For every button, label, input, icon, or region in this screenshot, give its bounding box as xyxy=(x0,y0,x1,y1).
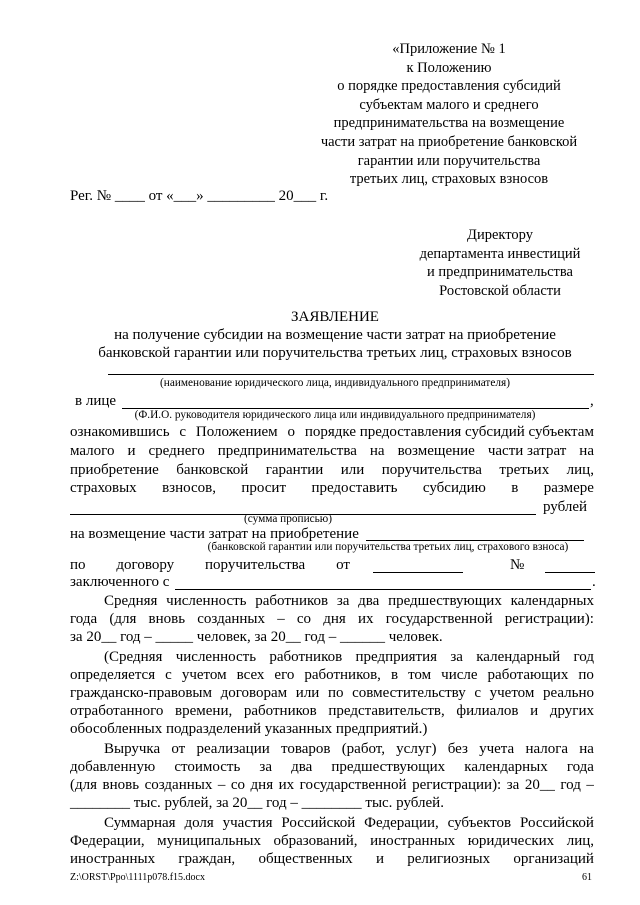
word: регистрации): xyxy=(412,777,502,793)
word: на xyxy=(369,443,385,459)
word: предшествующих xyxy=(388,593,502,609)
word: учета xyxy=(479,741,515,757)
word: за xyxy=(259,759,272,775)
registration-line: Рег. № ____ от «___» _________ 20___ г. xyxy=(70,188,329,204)
word: гражданско-правовым xyxy=(70,685,212,701)
appendix-line: к Положению xyxy=(406,59,492,76)
word: (для xyxy=(70,777,98,793)
word: Федерации, xyxy=(364,815,439,831)
word: о xyxy=(287,424,296,440)
word: Средняя xyxy=(104,593,158,609)
word: численность xyxy=(175,649,257,665)
word: на xyxy=(579,741,594,757)
word: учетом xyxy=(489,685,535,701)
word: Выручка xyxy=(104,741,161,757)
word: и xyxy=(375,851,384,867)
word: за xyxy=(450,649,463,665)
appendix-line: гарантии или поручительства xyxy=(357,152,541,169)
word: регистрации): xyxy=(504,611,594,627)
word: его xyxy=(274,667,295,683)
word: их xyxy=(357,611,374,627)
word: года xyxy=(566,759,594,775)
paragraph-line xyxy=(70,479,594,497)
word: – xyxy=(586,777,594,793)
word: гарантии xyxy=(265,462,324,478)
entity-name-blank[interactable] xyxy=(108,374,594,375)
appendix-line: субъектам малого и среднего xyxy=(359,96,539,113)
word: предшествующих xyxy=(331,759,446,775)
word: лиц, xyxy=(566,833,594,849)
staff-years-line: за 20__ год – _____ человек, за 20__ год – ______ человек. xyxy=(70,629,443,645)
word: предоставить xyxy=(311,480,398,496)
paragraph-line xyxy=(70,666,594,684)
word: стоимость xyxy=(174,759,241,775)
word: по xyxy=(327,685,344,701)
word: участия xyxy=(222,815,273,831)
word: государственной xyxy=(385,611,493,627)
word: юридических xyxy=(467,833,555,849)
paragraph-line xyxy=(104,814,594,832)
paragraph-line xyxy=(70,610,594,628)
word: Федерации, xyxy=(70,833,145,849)
word: части затрат xyxy=(487,443,567,459)
word: филиалов xyxy=(456,703,519,719)
word: реализации xyxy=(196,741,270,757)
word: банковской xyxy=(176,462,249,478)
word: по xyxy=(578,667,594,683)
paragraph-line xyxy=(70,832,594,850)
paragraph-line xyxy=(104,740,594,758)
word: дня xyxy=(323,611,346,627)
word: граждан, xyxy=(178,851,236,867)
word: работников xyxy=(255,593,329,609)
amount-words-caption: (сумма прописью) xyxy=(244,513,332,525)
word: Российской xyxy=(281,815,356,831)
word: со xyxy=(296,611,312,627)
word: Российской xyxy=(519,815,594,831)
appendix-line: о порядке предоставления субсидий xyxy=(337,78,561,95)
paragraph-line xyxy=(70,423,594,441)
word: третьих xyxy=(499,462,550,478)
paragraph-line xyxy=(70,850,594,868)
addressee-line: Директору xyxy=(467,227,533,243)
word: – xyxy=(217,777,226,793)
word: в xyxy=(390,667,399,683)
word: предпринимательства xyxy=(217,443,357,459)
word: созданных xyxy=(144,777,213,793)
word: среднего xyxy=(148,443,205,459)
word: или xyxy=(295,685,320,701)
word: просит xyxy=(241,480,287,496)
counterparty-blank[interactable] xyxy=(175,589,591,590)
paragraph-last-line: обособленных подразделений указанных предприятий.) xyxy=(70,721,428,737)
word: 20__ xyxy=(524,777,555,793)
head-name-caption: (Ф.И.О. руководителя юридического лица или индивидуального предпринимателя) xyxy=(134,409,536,421)
word: или xyxy=(340,462,365,478)
word: религиозных xyxy=(407,851,491,867)
appendix-header xyxy=(300,40,598,189)
word: Положением xyxy=(195,424,278,440)
title-subline: банковской гарантии или поручительства третьих лиц, страховых взносов xyxy=(98,345,572,361)
word: лиц, xyxy=(566,462,594,478)
contract-number-blank[interactable] xyxy=(545,572,595,573)
concluded-with-label: заключенного с xyxy=(70,574,170,590)
addressee-line: и предпринимательства xyxy=(427,264,573,281)
word: образований, xyxy=(273,833,358,849)
word: два xyxy=(291,759,313,775)
appendix-line: части затрат на приобретение банковской xyxy=(320,133,578,150)
footer-page-number: 61 xyxy=(582,872,592,883)
paragraph-line xyxy=(70,702,594,720)
word: других xyxy=(549,703,594,719)
word: приобретение xyxy=(70,462,159,478)
word: на xyxy=(579,443,594,459)
word: (Средняя xyxy=(104,649,163,665)
word: порядке предоставления субсидий субъектам xyxy=(304,424,594,440)
word: добавленную xyxy=(70,759,156,775)
footer-file-path: Z:\ORST\Ppo\1111p078.f15.docx xyxy=(70,872,205,883)
word: доля xyxy=(184,815,214,831)
word: учетом xyxy=(181,667,227,683)
word: созданных xyxy=(197,611,265,627)
word: со xyxy=(230,777,246,793)
word: страховых xyxy=(70,480,137,496)
appendix-line: предпринимательства на возмещение xyxy=(333,115,565,132)
word: вновь xyxy=(148,611,186,627)
word: с xyxy=(474,685,481,701)
paragraph-line xyxy=(104,592,594,610)
word: с xyxy=(179,424,187,440)
addressee-line: департамента инвестиций xyxy=(419,245,581,262)
word: работников xyxy=(269,649,343,665)
word: налога xyxy=(525,741,569,757)
number-sign: № xyxy=(510,557,525,573)
paragraph-line xyxy=(70,776,594,794)
word: муниципальных xyxy=(157,833,261,849)
paragraph-line xyxy=(70,461,594,479)
word: без xyxy=(447,741,468,757)
word: года xyxy=(70,611,98,627)
word: год xyxy=(573,649,594,665)
word: год xyxy=(560,777,581,793)
word: реально xyxy=(543,685,594,701)
word: (работ, xyxy=(341,741,385,757)
paragraph-line xyxy=(70,684,594,702)
word: общественных xyxy=(258,851,353,867)
word: возмещение xyxy=(397,443,475,459)
word: ознакомившись xyxy=(70,424,170,440)
word: Суммарная xyxy=(104,815,176,831)
word: взносов, xyxy=(162,480,216,496)
word: всех xyxy=(236,667,265,683)
word: работников, xyxy=(304,667,381,683)
compensation-label: на возмещение части затрат на приобретение xyxy=(70,526,359,542)
word: товаров xyxy=(280,741,331,757)
word: совместительству xyxy=(352,685,466,701)
word: численность xyxy=(166,593,247,609)
word: дня xyxy=(250,777,274,793)
word: с xyxy=(165,667,172,683)
title-subline: на получение субсидии на возмещение части затрат на приобретение xyxy=(114,327,556,343)
word: два xyxy=(358,593,380,609)
word: услуг) xyxy=(396,741,437,757)
word: календарный xyxy=(476,649,561,665)
word: числе xyxy=(441,667,478,683)
word: иностранных xyxy=(370,833,456,849)
word: от xyxy=(171,741,186,757)
word: работников xyxy=(243,703,317,719)
word: субсидию xyxy=(422,480,486,496)
word: организаций xyxy=(513,851,594,867)
word: размере xyxy=(543,480,594,496)
word: и xyxy=(127,443,136,459)
contract-line: по договору поручительства от xyxy=(70,557,350,573)
word: за xyxy=(336,593,350,609)
word: за xyxy=(506,777,520,793)
word: субъектов xyxy=(447,815,512,831)
word: (для xyxy=(109,611,137,627)
appendix-line: «Приложение № 1 xyxy=(392,41,506,57)
paragraph-line xyxy=(70,758,594,776)
word: – xyxy=(277,611,285,627)
entity-name-caption: (наименование юридического лица, индивидуального предпринимателя) xyxy=(160,377,510,389)
word: отработанного xyxy=(70,703,164,719)
word: работающих xyxy=(487,667,569,683)
word: том xyxy=(408,667,432,683)
word: календарных xyxy=(510,593,594,609)
word: договорам xyxy=(220,685,288,701)
comma: , xyxy=(590,393,594,409)
word: времени, xyxy=(175,703,233,719)
revenue-years-line: ________ тыс. рублей, за 20__ год – ________ тыс. рублей. xyxy=(70,795,444,811)
addressee-block xyxy=(395,226,605,300)
word: в xyxy=(511,480,519,496)
word: государственной xyxy=(299,777,407,793)
in-person-label: в лице xyxy=(75,393,117,409)
addressee-line: Ростовской области xyxy=(439,282,561,299)
word: поручительства xyxy=(381,462,482,478)
word: представительств, xyxy=(328,703,445,719)
word: и xyxy=(530,703,539,719)
period: . xyxy=(592,574,596,590)
guarantee-caption: (банковской гарантии или поручительства третьих лиц, страхового взноса) xyxy=(207,541,569,553)
word: вновь xyxy=(102,777,140,793)
word: определяется xyxy=(70,667,156,683)
paragraph-line xyxy=(70,442,594,460)
word: предприятия xyxy=(355,649,438,665)
word: иностранных xyxy=(70,851,156,867)
document-title: ЗАЯВЛЕНИЕ xyxy=(291,309,379,325)
word: календарных xyxy=(464,759,548,775)
word: малого xyxy=(70,443,115,459)
appendix-line: третьих лиц, страховых взносов xyxy=(349,171,549,188)
paragraph-line xyxy=(104,648,594,666)
contract-date-blank[interactable] xyxy=(373,572,463,573)
word: их xyxy=(278,777,295,793)
rubles-label: рублей xyxy=(543,499,588,515)
